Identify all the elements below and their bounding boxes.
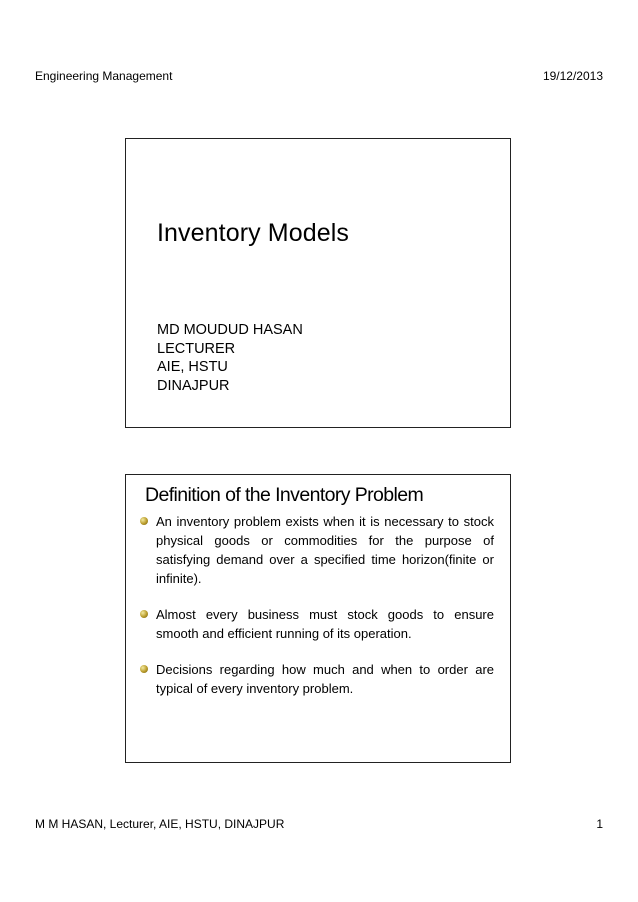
bullet-icon xyxy=(140,610,148,618)
slide-title xyxy=(125,138,511,428)
author-name: MD MOUDUD HASAN xyxy=(157,322,303,338)
header-course-title: Engineering Management xyxy=(35,69,173,83)
bullet-list xyxy=(138,512,494,715)
slide-definition xyxy=(125,474,511,763)
page-number: 1 xyxy=(596,817,603,831)
author-department: AIE, HSTU xyxy=(157,359,228,375)
bullet-item xyxy=(138,660,494,698)
bullet-item xyxy=(138,512,494,588)
header-date: 19/12/2013 xyxy=(542,69,603,83)
footer-author: M M HASAN, Lecturer, AIE, HSTU, DINAJPUR xyxy=(35,817,285,831)
bullet-text: Almost every business must stock goods to ensure smooth and efficient running of its operation. xyxy=(156,607,494,641)
bullet-icon xyxy=(140,517,148,525)
bullet-text: An inventory problem exists when it is necessary to stock physical goods or commodities for the purpose of satisfying demand over a specified time horizon(finite or infinite). xyxy=(156,514,494,586)
bullet-text: Decisions regarding how much and when to order are typical of every inventory problem. xyxy=(156,662,494,696)
bullet-icon xyxy=(140,665,148,673)
author-position: LECTURER xyxy=(157,340,236,357)
slide-title-heading: Inventory Models xyxy=(157,219,349,247)
author-info xyxy=(157,321,303,395)
bullet-item xyxy=(138,605,494,643)
slide-definition-heading: Definition of the Inventory Problem xyxy=(145,484,424,506)
author-city: DINAJPUR xyxy=(157,377,230,394)
